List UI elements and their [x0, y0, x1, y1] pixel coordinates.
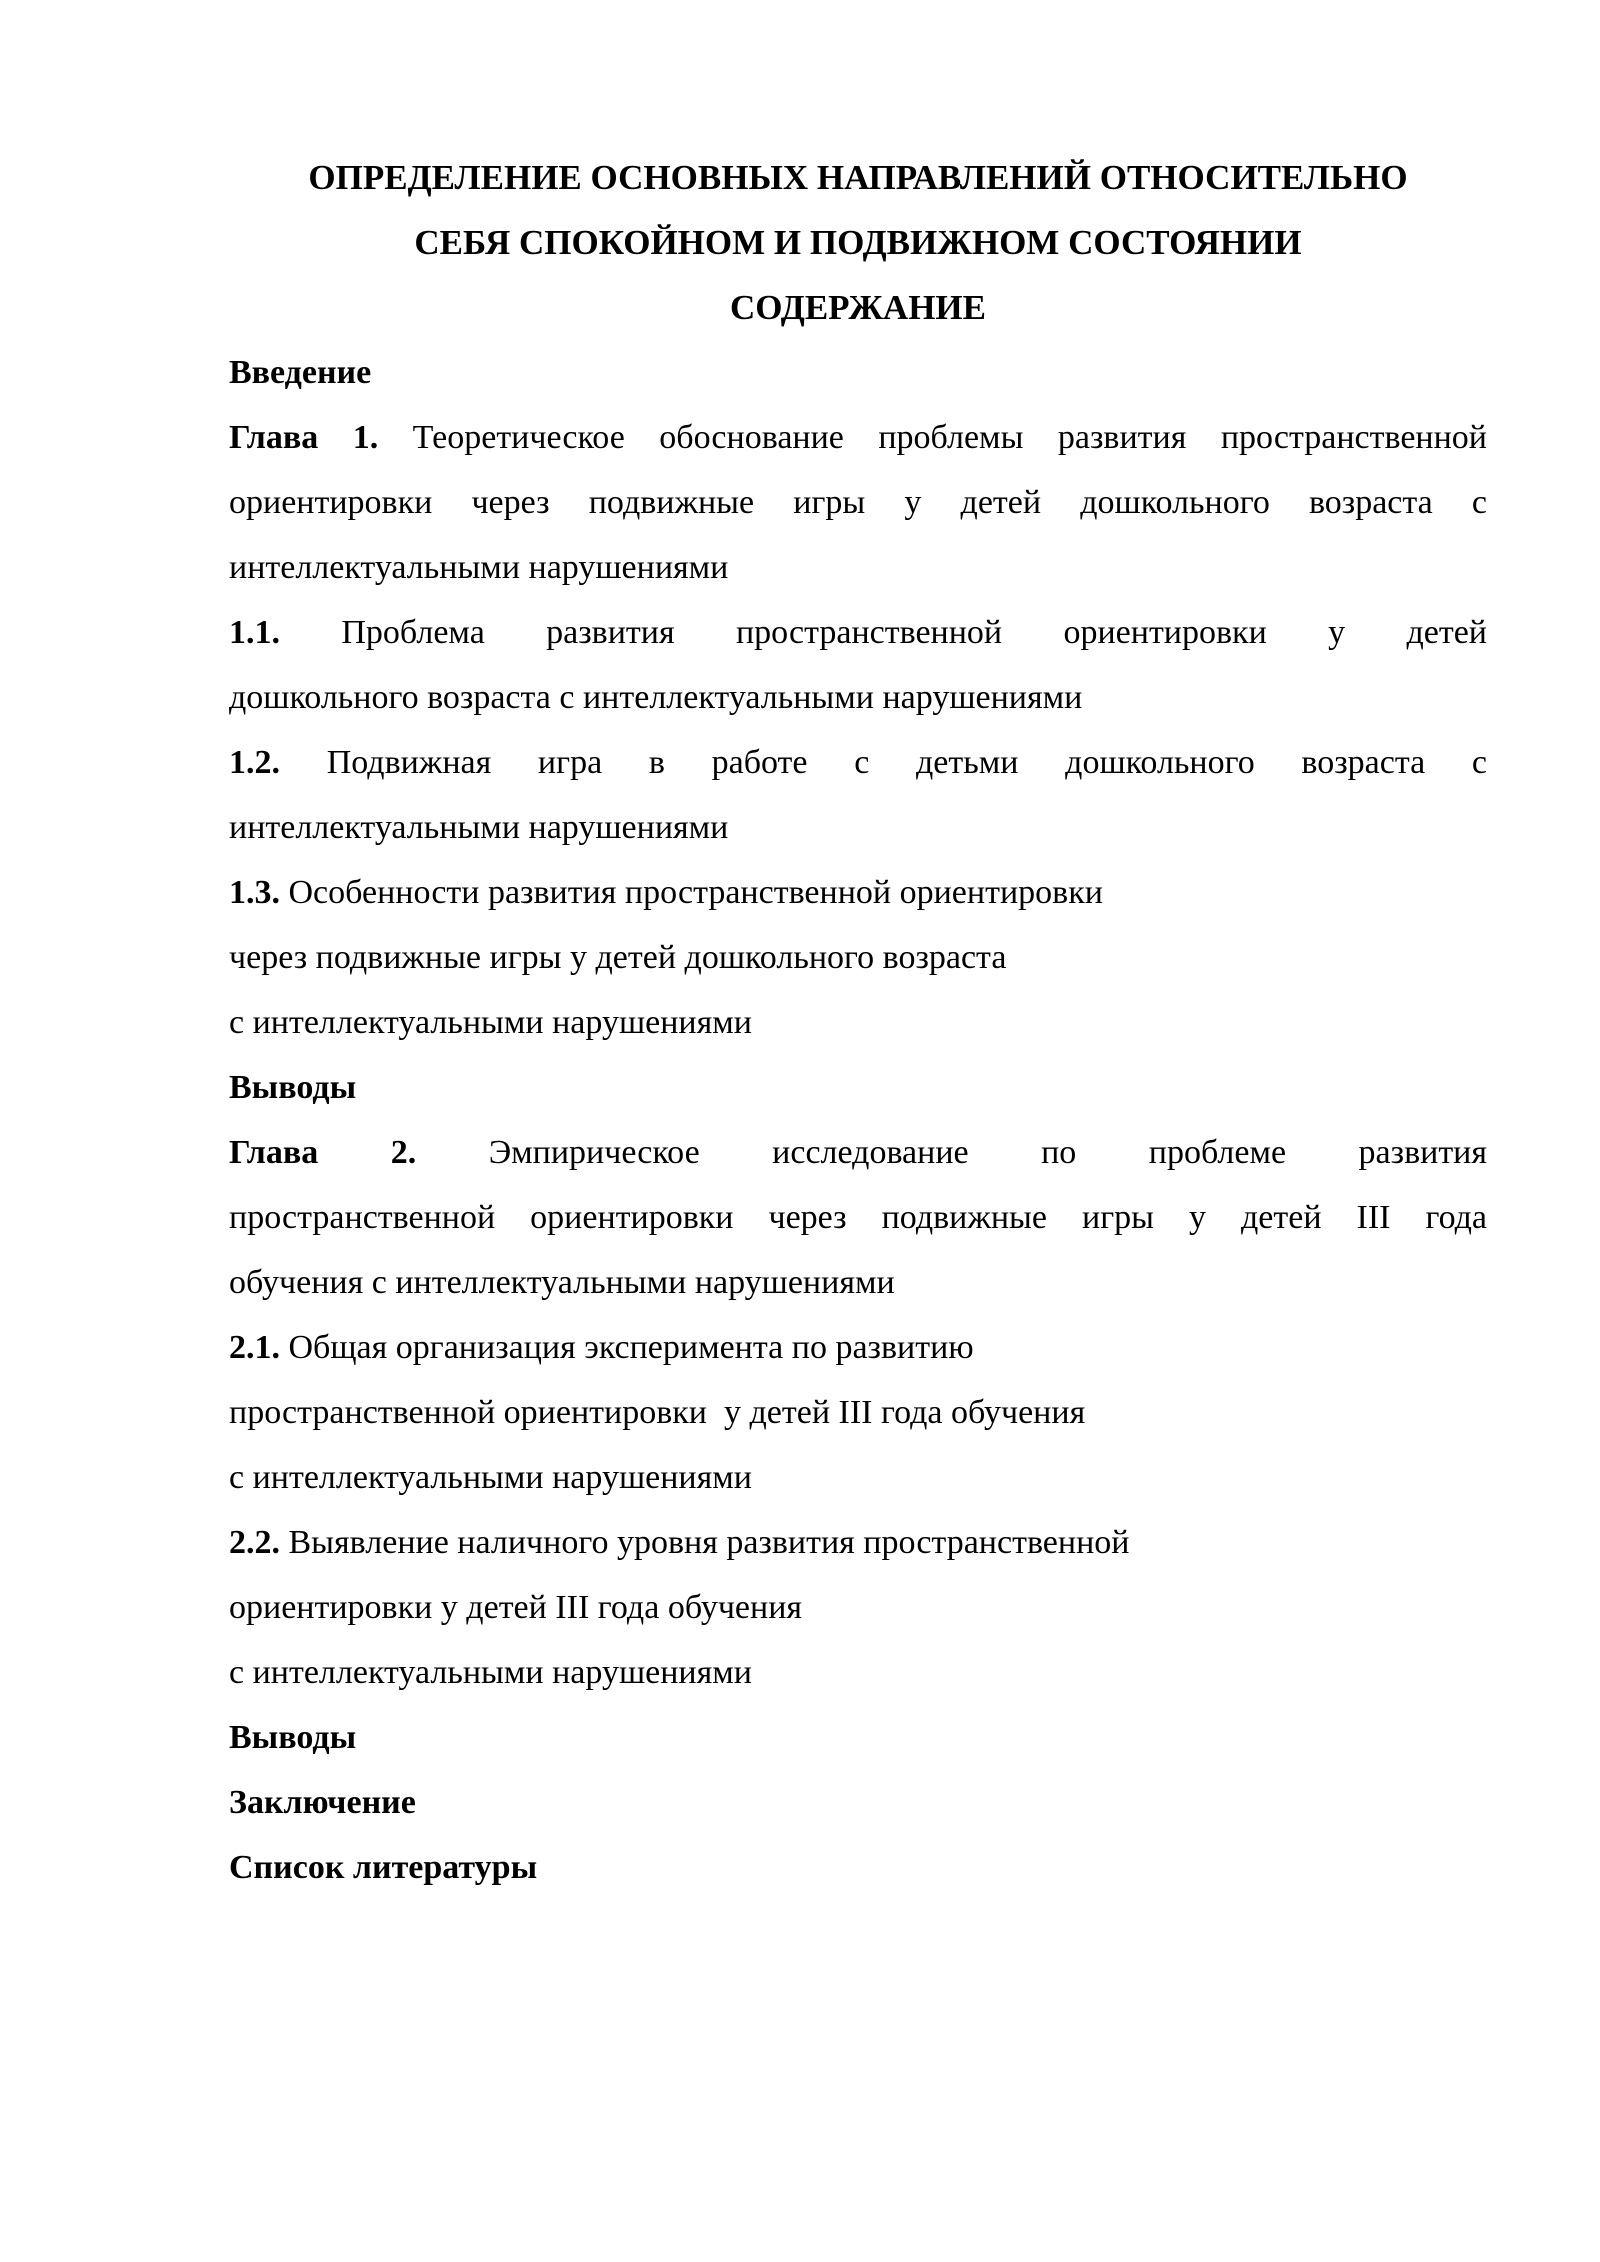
toc-references: Список литературы	[229, 1849, 538, 1886]
toc-section-1-1	[229, 600, 1487, 730]
toc-section-2-2	[229, 1510, 1487, 1705]
toc-line	[229, 1315, 1487, 1380]
toc-text: Общая организация эксперимента по развитию	[288, 1329, 974, 1366]
table-of-contents	[229, 340, 1487, 1900]
toc-line: через подвижные игры у детей дошкольного возраста	[229, 939, 1007, 976]
toc-section-label: 1.3.	[229, 874, 280, 911]
toc-section-1-2	[229, 730, 1487, 860]
toc-text: Теоретическое обоснование проблемы развития пространственной	[412, 419, 1487, 456]
document-body	[229, 145, 1487, 1900]
toc-line: ориентировки у детей III года обучения	[229, 1589, 803, 1626]
toc-section-label: 2.1.	[229, 1329, 280, 1366]
toc-line: пространственной ориентировки у детей III года обучения	[229, 1394, 1086, 1431]
toc-text: Особенности развития пространственной ориентировки	[288, 874, 1103, 911]
toc-text: Эмпирическое исследование по проблеме развития	[488, 1134, 1488, 1171]
toc-line: дошкольного возраста с интеллектуальными нарушениями	[229, 679, 1083, 716]
toc-conclusions-1: Выводы	[229, 1069, 357, 1106]
toc-chapter-1	[229, 405, 1487, 600]
toc-section-label: 1.2.	[229, 744, 280, 781]
toc-line	[229, 405, 1487, 470]
toc-line: ориентировки через подвижные игры у детей дошкольного возраста с	[229, 484, 1487, 521]
toc-line	[229, 1510, 1487, 1575]
toc-line: пространственной ориентировки через подвижные игры у детей III года	[229, 1199, 1487, 1236]
toc-line: с интеллектуальными нарушениями	[229, 1654, 752, 1691]
document-title-line-2: СЕБЯ СПОКОЙНОМ И ПОДВИЖНОМ СОСТОЯНИИ	[414, 223, 1302, 262]
toc-line	[229, 860, 1487, 925]
toc-line: обучения с интеллектуальными нарушениями	[229, 1264, 895, 1301]
toc-line: с интеллектуальными нарушениями	[229, 1459, 752, 1496]
toc-line: интеллектуальными нарушениями	[229, 549, 729, 586]
document-title-line-1: ОПРЕДЕЛЕНИЕ ОСНОВНЫХ НАПРАВЛЕНИЙ ОТНОСИТЕЛЬНО	[308, 158, 1408, 197]
toc-text: Проблема развития пространственной ориентировки у детей	[341, 614, 1488, 651]
toc-line	[229, 600, 1487, 665]
contents-heading: СОДЕРЖАНИЕ	[729, 288, 986, 327]
toc-line: интеллектуальными нарушениями	[229, 809, 729, 846]
toc-conclusion: Заключение	[229, 1784, 416, 1821]
toc-conclusions-2: Выводы	[229, 1719, 357, 1756]
toc-line	[229, 1120, 1487, 1185]
toc-section-1-3	[229, 860, 1487, 1055]
toc-text: Выявление наличного уровня развития пространственной	[288, 1524, 1130, 1561]
toc-section-label: 2.2.	[229, 1524, 280, 1561]
toc-intro: Введение	[229, 354, 372, 391]
toc-section-2-1	[229, 1315, 1487, 1510]
toc-line: с интеллектуальными нарушениями	[229, 1004, 752, 1041]
toc-line	[229, 730, 1487, 795]
toc-text: Подвижная игра в работе с детьми дошкольного возраста с	[326, 744, 1488, 781]
toc-chapter-2	[229, 1120, 1487, 1315]
toc-chapter-label: Глава 2.	[229, 1134, 417, 1171]
toc-chapter-label: Глава 1.	[229, 419, 379, 456]
toc-section-label: 1.1.	[229, 614, 280, 651]
